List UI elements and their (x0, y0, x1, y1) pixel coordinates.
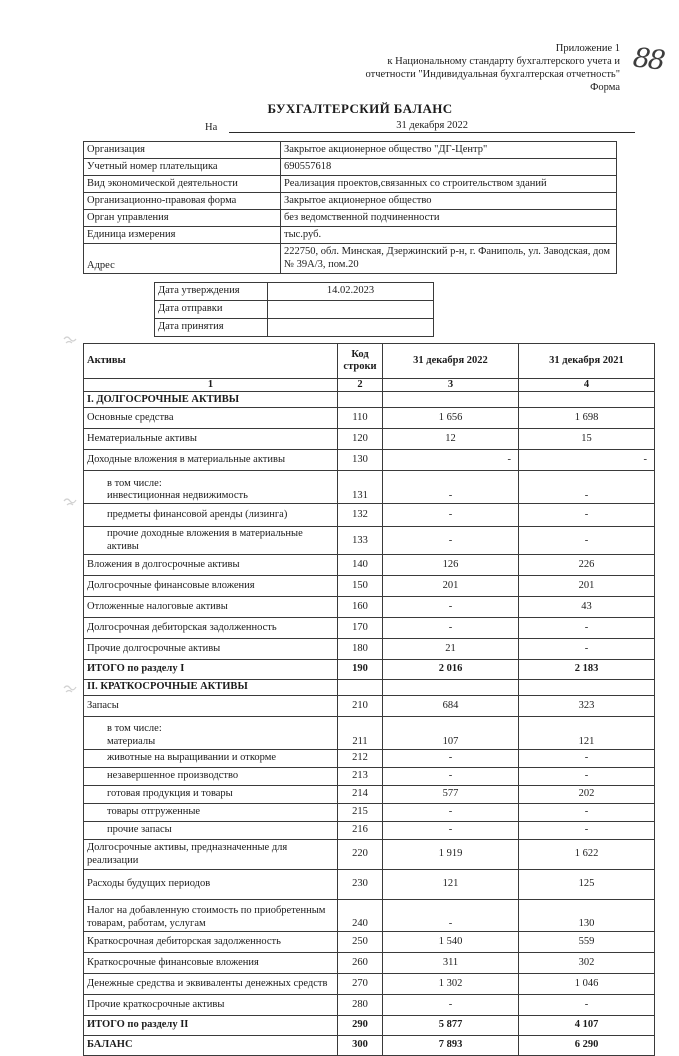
asset-label: Денежные средства и эквиваленты денежных средств (84, 974, 338, 995)
col-number: 4 (519, 379, 655, 392)
value-2021: - (519, 471, 655, 504)
asset-label: Расходы будущих периодов (84, 870, 338, 900)
value-2021: 121 (519, 717, 655, 750)
balance-sheet-table (83, 343, 655, 1056)
org-field-label: Организационно-правовая форма (84, 193, 281, 210)
org-field-label: Орган управления (84, 210, 281, 227)
col-number: 1 (84, 379, 338, 392)
date-row (155, 319, 434, 337)
value-2022: 126 (383, 555, 519, 576)
value-2022: - (383, 597, 519, 618)
value-2021: 1 698 (519, 408, 655, 429)
row-code: 180 (338, 639, 383, 660)
value-2021: 323 (519, 696, 655, 717)
asset-row (84, 995, 655, 1016)
row-code: 300 (338, 1036, 383, 1056)
asset-label: в том числе: материалы (84, 717, 338, 750)
report-dates-table (154, 282, 434, 337)
asset-row (84, 900, 655, 932)
asset-row (84, 768, 655, 786)
value-2021: 226 (519, 555, 655, 576)
appendix-line: Форма (590, 82, 620, 93)
asset-row (84, 408, 655, 429)
row-code: 216 (338, 822, 383, 840)
asset-label: ИТОГО по разделу II (84, 1016, 338, 1036)
row-code: 260 (338, 953, 383, 974)
value-2022: - (383, 995, 519, 1016)
document-title: БУХГАЛТЕРСКИЙ БАЛАНС (267, 101, 453, 116)
org-field-value: Закрытое акционерное общество (281, 193, 617, 210)
value-2021: 125 (519, 870, 655, 900)
org-info-row (84, 227, 617, 244)
asset-row (84, 696, 655, 717)
org-info-row (84, 159, 617, 176)
asset-label: Отложенные налоговые активы (84, 597, 338, 618)
asset-label: предметы финансовой аренды (лизинга) (84, 504, 338, 527)
value-2022: 1 919 (383, 840, 519, 870)
value-2022: - (383, 768, 519, 786)
row-code: 110 (338, 408, 383, 429)
empty-cell (383, 680, 519, 696)
col-header-2022: 31 декабря 2022 (383, 344, 519, 379)
empty-cell (519, 680, 655, 696)
value-2022: - (383, 900, 519, 932)
org-field-label: Единица измерения (84, 227, 281, 244)
col-header-assets: Активы (84, 344, 338, 379)
row-code: 170 (338, 618, 383, 639)
value-2021: - (519, 822, 655, 840)
asset-label: товары отгруженные (84, 804, 338, 822)
value-2022: - (383, 618, 519, 639)
balance-header-row (84, 344, 655, 379)
org-field-value: без ведомственной подчиненности (281, 210, 617, 227)
value-2022: - (383, 822, 519, 840)
value-2022: - (383, 804, 519, 822)
value-2022: 5 877 (383, 1016, 519, 1036)
org-info-row (84, 210, 617, 227)
value-2021: 201 (519, 576, 655, 597)
date-field-label: Дата принятия (155, 319, 268, 337)
value-2022: 7 893 (383, 1036, 519, 1056)
org-field-value: Закрытое акционерное общество "ДГ-Центр" (281, 142, 617, 159)
asset-label: в том числе: инвестиционная недвижимость (84, 471, 338, 504)
value-2022: 1 540 (383, 932, 519, 953)
row-code: 220 (338, 840, 383, 870)
handwritten-page-number: 88 (630, 42, 665, 77)
value-2022: - (383, 504, 519, 527)
appendix-line: Приложение 1 (555, 43, 620, 54)
asset-label: Краткосрочные финансовые вложения (84, 953, 338, 974)
row-code: 150 (338, 576, 383, 597)
asset-label: Доходные вложения в материальные активы (84, 450, 338, 471)
asset-label: ИТОГО по разделу I (84, 660, 338, 680)
asset-row (84, 1016, 655, 1036)
asset-label: Долгосрочные финансовые вложения (84, 576, 338, 597)
col-number: 3 (383, 379, 519, 392)
value-2022: 684 (383, 696, 519, 717)
col-header-2021: 31 декабря 2021 (519, 344, 655, 379)
pencil-mark-icon (62, 494, 78, 512)
org-field-value: 690557618 (281, 159, 617, 176)
value-2022: 2 016 (383, 660, 519, 680)
value-2022: 121 (383, 870, 519, 900)
asset-label: прочие запасы (84, 822, 338, 840)
asset-row (84, 840, 655, 870)
empty-cell (338, 392, 383, 408)
value-2021: 302 (519, 953, 655, 974)
value-2021: 559 (519, 932, 655, 953)
value-2021: 1 622 (519, 840, 655, 870)
col-header-code: Код строки (338, 344, 383, 379)
value-2022: 12 (383, 429, 519, 450)
row-code: 290 (338, 1016, 383, 1036)
row-code: 160 (338, 597, 383, 618)
value-2022: 201 (383, 576, 519, 597)
empty-cell (338, 680, 383, 696)
asset-row (84, 618, 655, 639)
asset-row (84, 660, 655, 680)
date-field-value: 14.02.2023 (268, 283, 434, 301)
value-2021: - (519, 450, 655, 471)
value-2022: 1 656 (383, 408, 519, 429)
date-row (155, 283, 434, 301)
asset-row (84, 822, 655, 840)
date-underline (229, 120, 635, 133)
value-2021: 43 (519, 597, 655, 618)
value-2021: - (519, 750, 655, 768)
column-numbering-row (84, 379, 655, 392)
asset-row (84, 750, 655, 768)
asset-label: Запасы (84, 696, 338, 717)
appendix-line: отчетности "Индивидуальная бухгалтерская отчетность" (365, 69, 620, 80)
org-info-row (84, 142, 617, 159)
value-2021: - (519, 527, 655, 555)
balance-sheet-body (84, 392, 655, 1056)
sub-group-label: в том числе: (107, 723, 162, 735)
org-field-label: Адрес (84, 244, 281, 274)
asset-row (84, 504, 655, 527)
value-2021: 2 183 (519, 660, 655, 680)
value-2021: 130 (519, 900, 655, 932)
report-dates-body (155, 283, 434, 337)
row-code: 130 (338, 450, 383, 471)
section-header-row (84, 392, 655, 408)
date-label: На (205, 122, 218, 133)
asset-label: Вложения в долгосрочные активы (84, 555, 338, 576)
date-row (155, 301, 434, 319)
asset-row (84, 527, 655, 555)
asset-row (84, 804, 655, 822)
org-field-value: тыс.руб. (281, 227, 617, 244)
value-2022: - (383, 527, 519, 555)
asset-row (84, 429, 655, 450)
row-code: 120 (338, 429, 383, 450)
row-code: 133 (338, 527, 383, 555)
col-number: 2 (338, 379, 383, 392)
value-2022: 21 (383, 639, 519, 660)
date-field-label: Дата отправки (155, 301, 268, 319)
asset-label: прочие доходные вложения в материальные активы (84, 527, 338, 555)
section-title: I. ДОЛГОСРОЧНЫЕ АКТИВЫ (84, 392, 338, 408)
value-2022: 577 (383, 786, 519, 804)
asset-row (84, 974, 655, 995)
date-field-value (268, 301, 434, 319)
value-2021: - (519, 804, 655, 822)
value-2021: 15 (519, 429, 655, 450)
value-2021: - (519, 639, 655, 660)
asset-row (84, 1036, 655, 1056)
value-2021: - (519, 618, 655, 639)
asset-row (84, 870, 655, 900)
row-code: 250 (338, 932, 383, 953)
row-code: 230 (338, 870, 383, 900)
value-2021: 6 290 (519, 1036, 655, 1056)
asset-row (84, 932, 655, 953)
value-2021: 202 (519, 786, 655, 804)
asset-label: Прочие долгосрочные активы (84, 639, 338, 660)
value-2022: 107 (383, 717, 519, 750)
value-2022: - (383, 471, 519, 504)
value-2021: - (519, 995, 655, 1016)
organization-info-table (83, 141, 617, 274)
row-code: 214 (338, 786, 383, 804)
org-field-value: 222750, обл. Минская, Дзержинский р-н, г. Фаниполь, ул. Заводская, дом № 39А/3, пом.20 (281, 244, 617, 274)
value-2021: - (519, 504, 655, 527)
asset-label: готовая продукция и товары (84, 786, 338, 804)
value-2022: 311 (383, 953, 519, 974)
section-header-row (84, 680, 655, 696)
asset-label: Краткосрочная дебиторская задолженность (84, 932, 338, 953)
asset-label: Налог на добавленную стоимость по приобретенным товарам, работам, услугам (84, 900, 338, 932)
row-code: 215 (338, 804, 383, 822)
asset-label: БАЛАНС (84, 1036, 338, 1056)
asset-row (84, 717, 655, 750)
row-code: 213 (338, 768, 383, 786)
value-2021: 1 046 (519, 974, 655, 995)
report-date-line (205, 120, 635, 133)
row-code: 270 (338, 974, 383, 995)
asset-label: Основные средства (84, 408, 338, 429)
row-code: 211 (338, 717, 383, 750)
value-2022: - (383, 750, 519, 768)
org-info-row (84, 193, 617, 210)
organization-info-body (84, 142, 617, 274)
value-2021: - (519, 768, 655, 786)
date-field-value (268, 319, 434, 337)
report-date: 31 декабря 2022 (396, 120, 469, 131)
org-info-row (84, 244, 617, 274)
appendix-line: к Национальному стандарту бухгалтерского учета и (387, 56, 620, 67)
value-2021: 4 107 (519, 1016, 655, 1036)
asset-label: незавершенное производство (84, 768, 338, 786)
asset-row (84, 555, 655, 576)
asset-row (84, 786, 655, 804)
pencil-mark-icon (62, 682, 78, 700)
org-info-row (84, 176, 617, 193)
asset-row (84, 471, 655, 504)
row-code: 212 (338, 750, 383, 768)
asset-row (84, 576, 655, 597)
asset-row (84, 953, 655, 974)
appendix-note (83, 42, 620, 94)
row-code: 210 (338, 696, 383, 717)
org-field-label: Учетный номер плательщика (84, 159, 281, 176)
org-field-label: Организация (84, 142, 281, 159)
asset-row (84, 639, 655, 660)
asset-label: Прочие краткосрочные активы (84, 995, 338, 1016)
row-code: 240 (338, 900, 383, 932)
value-2022: 1 302 (383, 974, 519, 995)
section-title: II. КРАТКОСРОЧНЫЕ АКТИВЫ (84, 680, 338, 696)
date-field-label: Дата утверждения (155, 283, 268, 301)
row-code: 280 (338, 995, 383, 1016)
asset-label: Долгосрочные активы, предназначенные для реализации (84, 840, 338, 870)
pencil-mark-icon (62, 333, 78, 351)
row-code: 132 (338, 504, 383, 527)
asset-label: животные на выращивании и откорме (84, 750, 338, 768)
row-code: 190 (338, 660, 383, 680)
row-code: 131 (338, 471, 383, 504)
document-page (0, 42, 679, 1051)
org-field-label: Вид экономической деятельности (84, 176, 281, 193)
org-field-value: Реализация проектов,связанных со строительством зданий (281, 176, 617, 193)
asset-label: Долгосрочная дебиторская задолженность (84, 618, 338, 639)
asset-row (84, 597, 655, 618)
empty-cell (383, 392, 519, 408)
empty-cell (519, 392, 655, 408)
asset-label: Нематериальные активы (84, 429, 338, 450)
value-2022: - (383, 450, 519, 471)
sub-group-label: в том числе: (107, 477, 162, 489)
row-code: 140 (338, 555, 383, 576)
asset-row (84, 450, 655, 471)
